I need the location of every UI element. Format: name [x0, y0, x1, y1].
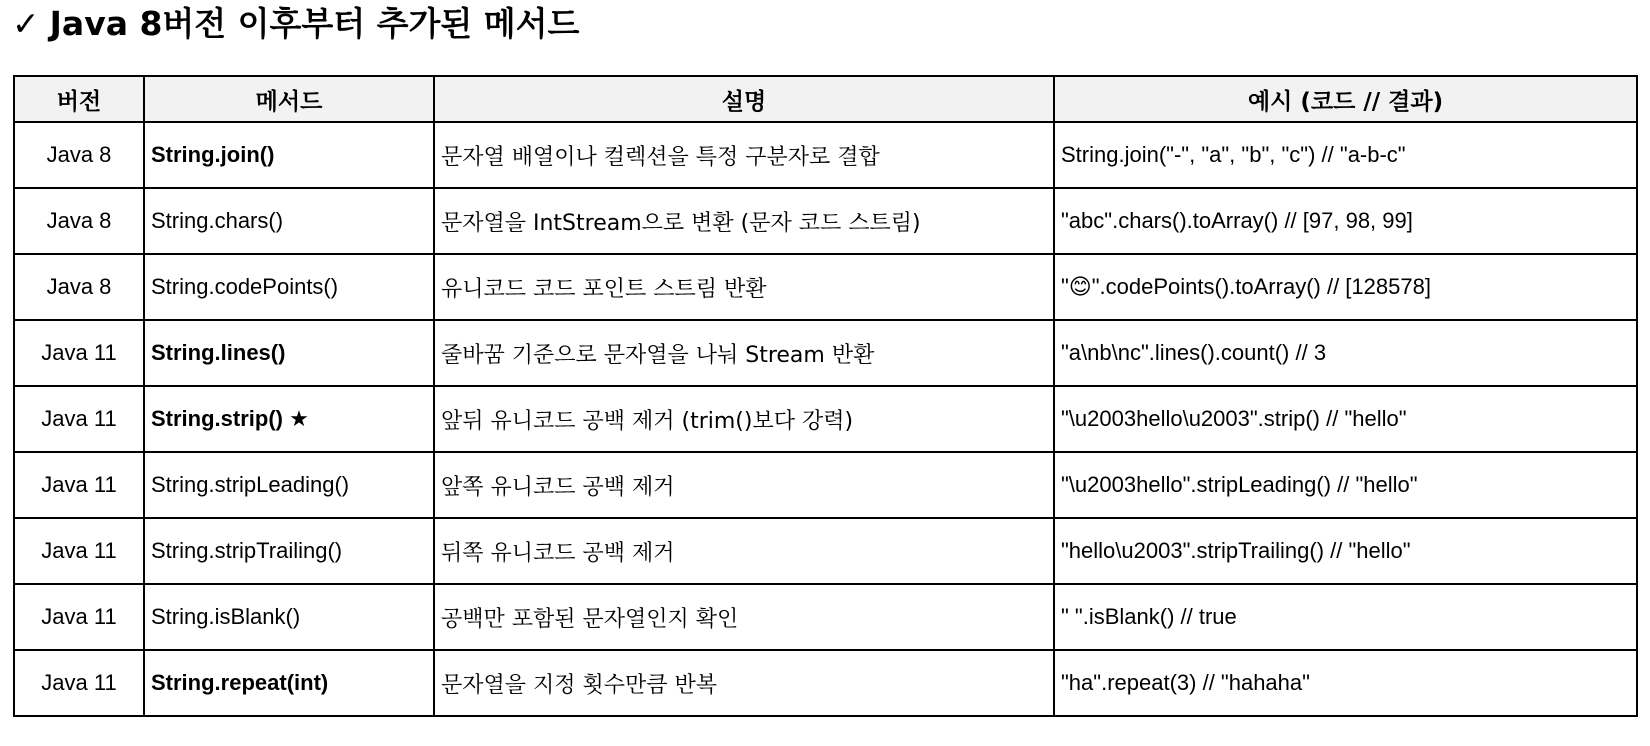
table-row [14, 122, 1637, 188]
table-row [14, 188, 1637, 254]
page-title-text: Java 8버전 이후부터 추가된 메서드 [49, 4, 580, 43]
cell-method: String.stripTrailing() [144, 518, 434, 584]
cell-version: Java 11 [14, 386, 144, 452]
cell-example: "\u2003hello\u2003".strip() // "hello" [1054, 386, 1637, 452]
cell-example: String.join("-", "a", "b", "c") // "a-b-c" [1054, 122, 1637, 188]
cell-version: Java 11 [14, 452, 144, 518]
table-row [14, 584, 1637, 650]
header-method: 메서드 [144, 76, 434, 122]
cell-description: 줄바꿈 기준으로 문자열을 나눠 Stream 반환 [434, 320, 1054, 386]
cell-version: Java 11 [14, 320, 144, 386]
cell-example: "\u2003hello".stripLeading() // "hello" [1054, 452, 1637, 518]
cell-version: Java 8 [14, 188, 144, 254]
header-example: 예시 (코드 // 결과) [1054, 76, 1637, 122]
cell-description: 문자열을 IntStream으로 변환 (문자 코드 스트림) [434, 188, 1054, 254]
header-version: 버전 [14, 76, 144, 122]
table-row [14, 518, 1637, 584]
cell-example: "ha".repeat(3) // "hahaha" [1054, 650, 1637, 716]
cell-version: Java 8 [14, 254, 144, 320]
cell-method: String.isBlank() [144, 584, 434, 650]
table-row [14, 452, 1637, 518]
cell-example: "hello\u2003".stripTrailing() // "hello" [1054, 518, 1637, 584]
cell-method: String.chars() [144, 188, 434, 254]
cell-method: String.lines() [144, 320, 434, 386]
checkmark-icon: ✓ [12, 4, 40, 43]
cell-example: "abc".chars().toArray() // [97, 98, 99] [1054, 188, 1637, 254]
cell-method: String.join() [144, 122, 434, 188]
cell-version: Java 11 [14, 584, 144, 650]
cell-description: 문자열 배열이나 컬렉션을 특정 구분자로 결합 [434, 122, 1054, 188]
cell-method: String.codePoints() [144, 254, 434, 320]
cell-example: "a\nb\nc".lines().count() // 3 [1054, 320, 1637, 386]
cell-description: 뒤쪽 유니코드 공백 제거 [434, 518, 1054, 584]
cell-method: String.strip() ★ [144, 386, 434, 452]
cell-version: Java 11 [14, 518, 144, 584]
cell-description: 공백만 포함된 문자열인지 확인 [434, 584, 1054, 650]
cell-description: 앞뒤 유니코드 공백 제거 (trim()보다 강력) [434, 386, 1054, 452]
page-title [12, 2, 579, 46]
cell-method: String.stripLeading() [144, 452, 434, 518]
cell-version: Java 11 [14, 650, 144, 716]
table-row [14, 254, 1637, 320]
cell-description: 유니코드 코드 포인트 스트림 반환 [434, 254, 1054, 320]
table-row [14, 650, 1637, 716]
cell-method: String.repeat(int) [144, 650, 434, 716]
cell-example: " ".isBlank() // true [1054, 584, 1637, 650]
cell-description: 문자열을 지정 횟수만큼 반복 [434, 650, 1054, 716]
methods-table [13, 75, 1638, 717]
cell-version: Java 8 [14, 122, 144, 188]
table-row [14, 320, 1637, 386]
cell-example: "😊".codePoints().toArray() // [128578] [1054, 254, 1637, 320]
header-description: 설명 [434, 76, 1054, 122]
cell-description: 앞쪽 유니코드 공백 제거 [434, 452, 1054, 518]
table-header-row [14, 76, 1637, 122]
table-row [14, 386, 1637, 452]
